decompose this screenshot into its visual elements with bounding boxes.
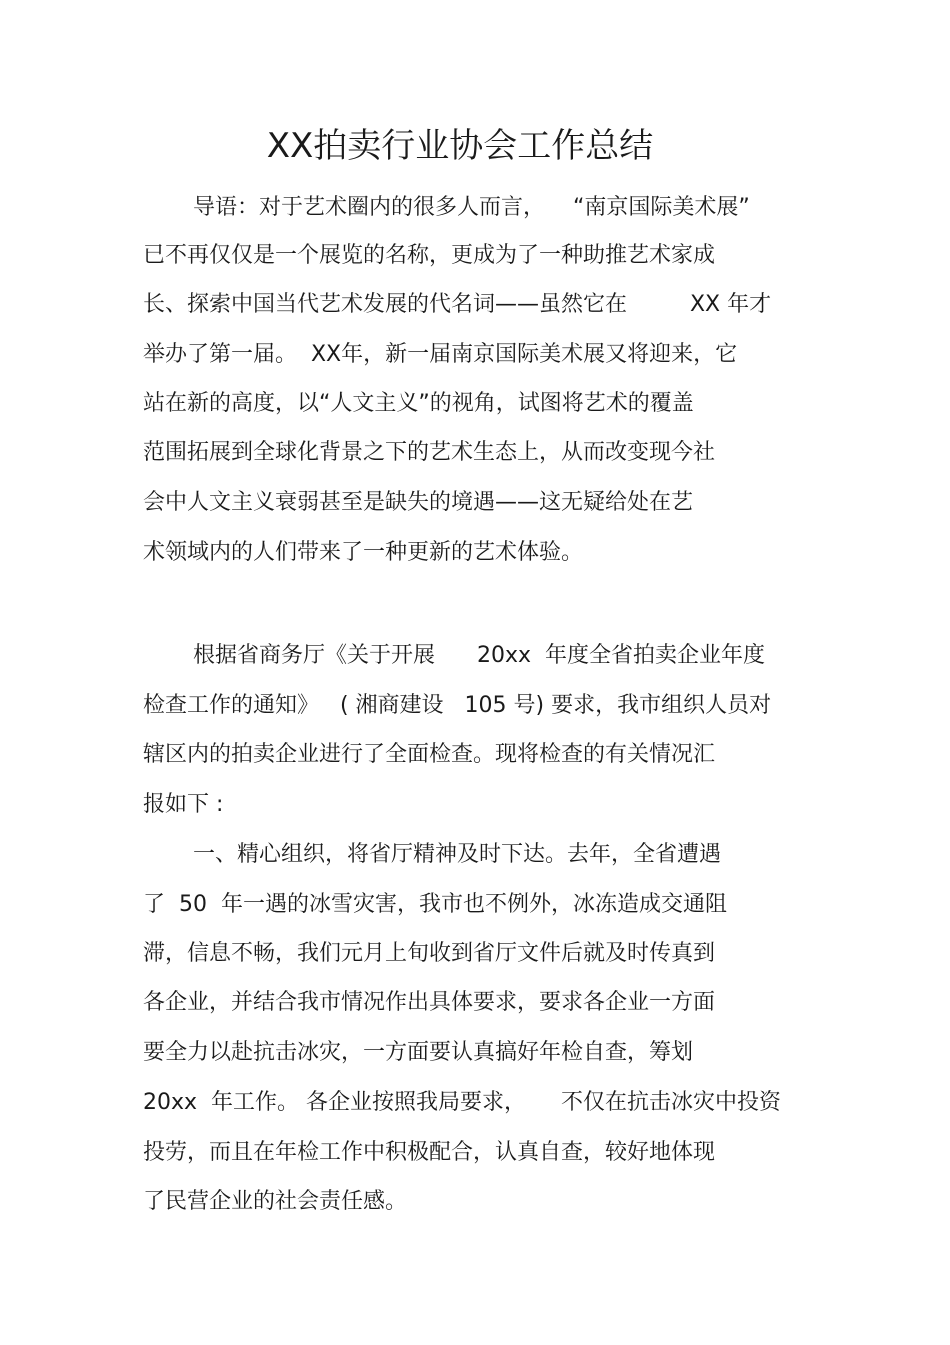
paragraph-1-line-5: 站在新的高度，以“人文主义”的视角，试图将艺术的覆盖 bbox=[143, 391, 694, 416]
paragraph-3-line-8: 了民营企业的社会责任感。 bbox=[143, 1189, 408, 1214]
paragraph-3-line-2: 了 50 年一遇的冰雪灾害，我市也不例外，冰冻造成交通阻 bbox=[143, 892, 727, 917]
paragraph-2-line-1: 根据省商务厅《关于开展 20xx 年度全省拍卖企业年度 bbox=[193, 643, 765, 668]
paragraph-2-line-2: 检查工作的通知》 ( 湘商建设 105 号) 要求，我市组织人员对 bbox=[143, 693, 772, 718]
paragraph-3-line-7: 投劳，而且在年检工作中积极配合，认真自查，较好地体现 bbox=[143, 1140, 716, 1165]
paragraph-1-line-1: 导语：对于艺术圈内的很多人而言， “南京国际美术展” bbox=[193, 195, 750, 220]
paragraph-1-line-7: 会中人文主义衰弱甚至是缺失的境遇——这无疑给处在艺 bbox=[143, 490, 694, 515]
paragraph-1-line-8: 术领域内的人们带来了一种更新的艺术体验。 bbox=[143, 540, 584, 565]
paragraph-3-line-1: 一、精心组织，将省厅精神及时下达。去年，全省遭遇 bbox=[193, 842, 722, 867]
paragraph-2-line-4: 报如下 : bbox=[143, 792, 224, 817]
paragraph-3-line-6: 20xx 年工作。 各企业按照我局要求， 不仅在抗击冰灾中投资 bbox=[143, 1090, 781, 1115]
paragraph-1-line-3: 长、探索中国当代艺术发展的代名词——虽然它在 XX 年才 bbox=[143, 292, 772, 317]
paragraph-1-line-6: 范围拓展到全球化背景之下的艺术生态上，从而改变现今社 bbox=[143, 440, 716, 465]
paragraph-3-line-4: 各企业，并结合我市情况作出具体要求，要求各企业一方面 bbox=[143, 990, 716, 1015]
paragraph-2-line-3: 辖区内的拍卖企业进行了全面检查。现将检查的有关情况汇 bbox=[143, 742, 716, 767]
paragraph-1-line-2: 已不再仅仅是一个展览的名称，更成为了一种助推艺术家成 bbox=[143, 243, 716, 268]
document-title: XX拍卖行业协会工作总结 bbox=[266, 126, 654, 166]
paragraph-1-line-4: 举办了第一届。 XX年，新一届南京国际美术展又将迎来，它 bbox=[143, 342, 738, 367]
paragraph-3-line-5: 要全力以赴抗击冰灾，一方面要认真搞好年检自查，筹划 bbox=[143, 1040, 694, 1065]
paragraph-3-line-3: 滞，信息不畅，我们元月上旬收到省厅文件后就及时传真到 bbox=[143, 941, 716, 966]
